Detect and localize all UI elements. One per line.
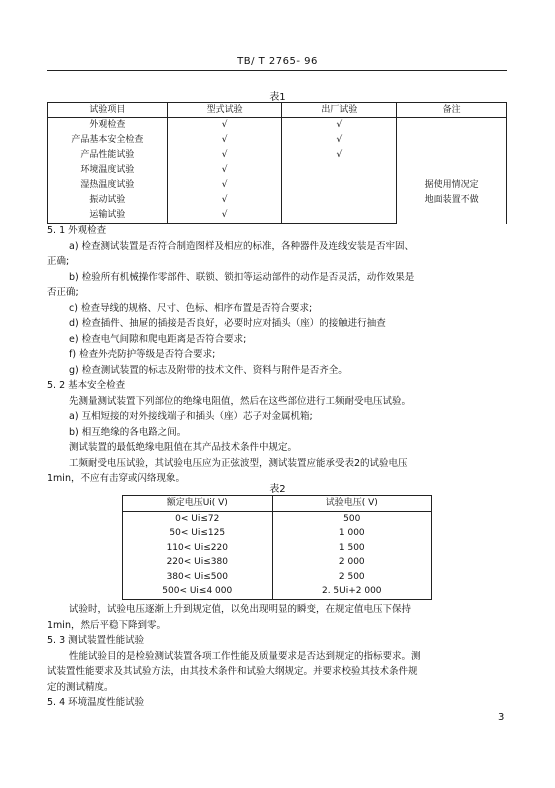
test-item: 产品性能试验 <box>48 148 168 163</box>
test-voltage: 500 <box>272 511 431 526</box>
section-title: 5. 2 基本安全检查 <box>47 380 126 391</box>
factory-test-mark: √ <box>282 148 397 163</box>
factory-test-mark: √ <box>282 118 397 134</box>
remark-line-2: 地面装置不做 <box>424 195 479 206</box>
test-item: 振动试验 <box>48 193 168 208</box>
rated-voltage: 380< Ui≤500 <box>123 570 273 585</box>
table2 <box>122 495 432 600</box>
factory-test-mark <box>282 208 397 224</box>
paragraph: 工频耐受电压试验，其试验电压应为正弦波型，测试装置应能承受表2的试验电压 <box>69 457 408 469</box>
table1-caption: 表1 <box>269 92 286 103</box>
test-voltage: 2 500 <box>272 570 431 585</box>
test-item: 环境温度试验 <box>48 163 168 178</box>
factory-test-mark <box>282 178 397 193</box>
test-voltage: 2. 5Ui+2 000 <box>272 584 431 599</box>
table2-header: 试验电压( V) <box>272 496 431 512</box>
rated-voltage: 0< Ui≤72 <box>123 511 273 526</box>
type-test-mark: √ <box>167 193 282 208</box>
paragraph: 试验时，试验电压逐渐上升到规定值，以免出现明显的瞬变，在规定值电压下保持 <box>69 604 412 615</box>
type-test-mark: √ <box>167 163 282 178</box>
section-title: 5. 1 外观检查 <box>47 225 107 236</box>
rated-voltage: 220< Ui≤380 <box>123 555 273 570</box>
standard-header: TB/ T 2765- 96 <box>237 56 318 67</box>
factory-test-mark <box>282 193 397 208</box>
clause-g: g) 检查测试装置的标志及附带的技术文件、资料与附件是否齐全。 <box>69 364 348 376</box>
test-item: 产品基本安全检查 <box>48 133 168 148</box>
paragraph-cont: 试装置性能要求及其试验方法，由其技术条件和试验大纲规定。并要求校验其技术条件规 <box>47 666 418 677</box>
clause-a-cont: 正确; <box>47 256 70 267</box>
factory-test-mark: √ <box>282 133 397 148</box>
clause-b: b) 检验所有机械操作零部件、联锁、锁扣等运动部件的动作是否灵活，动作效果是 <box>69 271 415 283</box>
table-row <box>123 526 432 541</box>
type-test-mark: √ <box>167 118 282 134</box>
test-voltage: 1 500 <box>272 541 431 556</box>
remark-cell <box>397 118 507 224</box>
type-test-mark: √ <box>167 148 282 163</box>
rated-voltage: 50< Ui≤125 <box>123 526 273 541</box>
table2-caption: 表2 <box>269 484 286 495</box>
remark-line-1: 据使用情况定 <box>424 180 479 191</box>
table1-header: 备注 <box>397 103 507 118</box>
table-row <box>123 541 432 556</box>
section-title: 5. 3 测试装置性能试验 <box>47 635 145 646</box>
table1-header: 试验项目 <box>48 103 168 118</box>
clause-a: a) 互相短接的对外接线端子和插头（座）芯子对金属机箱; <box>69 411 313 422</box>
paragraph: 性能试验目的是检验测试装置各项工作性能及质量要求是否达到规定的指标要求。测 <box>69 650 421 662</box>
table1-header: 型式试验 <box>167 103 282 118</box>
table-row <box>123 555 432 570</box>
clause-c: c) 检查导线的规格、尺寸、色标、相序布置是否符合要求; <box>69 302 313 314</box>
section-title: 5. 4 环境温度性能试验 <box>47 697 145 708</box>
test-voltage: 2 000 <box>272 555 431 570</box>
clause-f: f) 检查外壳防护等级是否符合要求; <box>69 349 216 360</box>
header-rule <box>47 70 507 71</box>
table1 <box>47 102 507 224</box>
type-test-mark: √ <box>167 208 282 224</box>
clause-b-cont: 否正确; <box>47 287 79 298</box>
rated-voltage: 500< Ui≤4 000 <box>123 584 273 599</box>
factory-test-mark <box>282 163 397 178</box>
test-item: 外观检查 <box>48 118 168 134</box>
test-item: 湿热温度试验 <box>48 178 168 193</box>
table-row <box>123 584 432 599</box>
section-5-1 <box>47 223 507 487</box>
table1-header: 出厂试验 <box>282 103 397 118</box>
type-test-mark: √ <box>167 133 282 148</box>
paragraph: 先测量测试装置下列部位的绝缘电阻值，然后在这些部位进行工频耐受电压试验。 <box>69 395 412 407</box>
section-5-3 <box>47 602 507 711</box>
clause-a: a) 检查测试装置是否符合制造图样及相应的标准，各种器件及连线安装是否牢固、 <box>69 240 415 252</box>
paragraph-cont: 1min，不应有击穿或闪络现象。 <box>47 473 185 484</box>
test-item: 运输试验 <box>48 208 168 224</box>
rated-voltage: 110< Ui≤220 <box>123 541 273 556</box>
table-row <box>48 118 507 134</box>
clause-b: b) 相互绝缘的各电路之间。 <box>69 426 187 438</box>
paragraph: 测试装置的最低绝缘电阻值在其产品技术条件中规定。 <box>69 442 298 453</box>
paragraph-cont: 1min，然后平稳下降到零。 <box>47 619 166 631</box>
type-test-mark: √ <box>167 178 282 193</box>
clause-d: d) 检查插件、抽屉的插接是否良好，必要时应对插头（座）的接触进行抽查 <box>69 318 386 329</box>
table-row <box>123 570 432 585</box>
table-row <box>123 511 432 526</box>
table2-header: 额定电压Ui( V) <box>123 496 273 512</box>
test-voltage: 1 000 <box>272 526 431 541</box>
paragraph-cont: 定的测试精度。 <box>47 681 114 693</box>
page-number: 3 <box>498 712 505 723</box>
clause-e: e) 检查电气间隙和爬电距离是否符合要求; <box>69 333 247 345</box>
